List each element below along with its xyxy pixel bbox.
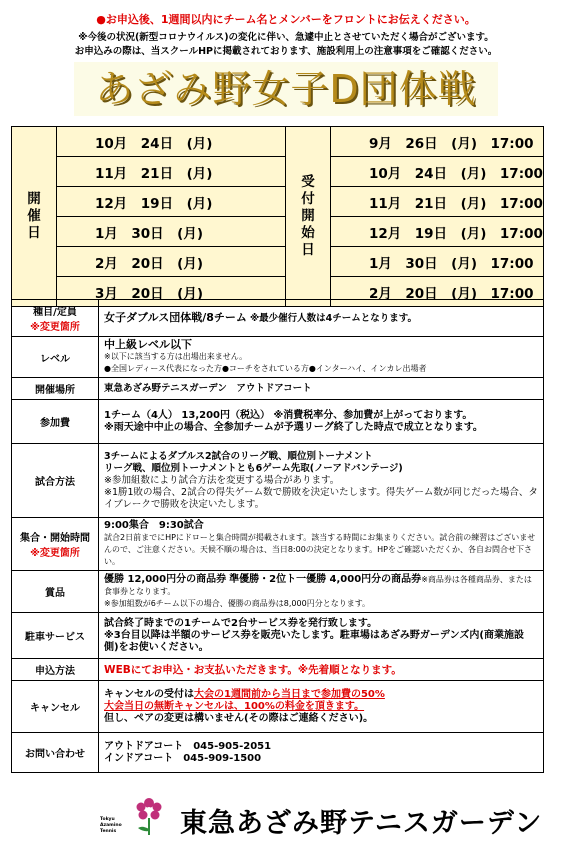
notice-text	[0, 31, 572, 59]
mark-text: Tokyu Azamino Tennis	[100, 817, 122, 834]
fee-value: 1チーム（4人） 13,200円（税込） ※消費税率分、参加費が上がっております。 ※雨天途中中止の場合、全参加チームが予選リーグ終了した時点で成立となります。	[99, 400, 544, 444]
reception-date: 10月 24日 (月) 17:00	[331, 157, 544, 187]
footer-logo	[100, 795, 548, 841]
parking-value: 試合終了時までの1チームで2台サービス券を発行致します。 ※3台目以降は半額のサービス券を販売いたします。駐車場はあざみ野ガーデンズ内(商業施設側)をお使いください。	[99, 613, 544, 659]
level-label: レベル	[12, 337, 99, 378]
schedule-table	[11, 126, 544, 307]
fee-label: 参加費	[12, 400, 99, 444]
format-label: 試合方法	[12, 444, 99, 518]
event-date: 2月 20日 (月)	[57, 247, 286, 277]
parking-label: 駐車サービス	[12, 613, 99, 659]
info-table	[11, 299, 544, 773]
meeting-value: 9:00集合 9:30試合 試合2日前までにHPにドローと集合時間が掲載されます。該当する時間にお集まりください。試合前の練習はございませんので、ご注意ください。天候不順の場合は、当日8:00の決定となります。HPをご確認いただくか、各自お問合せ下さい。	[99, 518, 544, 571]
reception-date: 1月 30日 (月) 17:00	[331, 247, 544, 277]
venue-value: 東急あざみ野テニスガーデン アウトドアコート	[99, 378, 544, 400]
format-value: 3チームによるダブルス2試合のリーグ戦、順位別トーナメント リーグ戦、順位別トーナメントとも6ゲーム先取(ノーアドバンテージ) ※参加組数により試合方法を変更する場合があります。 ※1勝1敗の場合、2試合の得失ゲーム数で勝敗を決定いたします。得失ゲーム数が同じだった場合、タイブレークで勝敗を決定いたします。	[99, 444, 544, 518]
reception-date: 2月 20日 (月) 17:00	[331, 277, 544, 307]
notice-red: ●お申込後、1週間以内にチーム名とメンバーをフロントにお伝えください。	[96, 13, 476, 26]
event-date: 11月 21日 (月)	[57, 157, 286, 187]
contact-label: お問い合わせ	[12, 733, 99, 773]
notice-line-2: お申込みの際は、当スクールHPに掲載されております、施設利用上の注意事項をご確認ください。	[74, 46, 498, 57]
apply-label: 申込方法	[12, 659, 99, 681]
event-date: 1月 30日 (月)	[57, 217, 286, 247]
event-date: 3月 20日 (月)	[57, 277, 286, 307]
event-date-header: 開催日	[12, 127, 57, 307]
reception-date: 11月 21日 (月) 17:00	[331, 187, 544, 217]
notice-line-1: ※今後の状況(新型コロナウイルス)の変化に伴い、急遽中止とさせていただく場合がございます。	[78, 32, 494, 43]
meeting-label: 集合・開始時間 ※変更箇所	[12, 518, 99, 571]
event-date: 10月 24日 (月)	[57, 127, 286, 157]
reception-header: 受付開始日	[286, 127, 331, 307]
level-value: 中上級レベル以下 ※以下に該当する方は出場出来ません。 ●全国レディース代表になった方●コーチをされている方●インターハイ、インカレ出場者	[99, 337, 544, 378]
reception-date: 12月 19日 (月) 17:00	[331, 217, 544, 247]
type-label: 種目/定員 ※変更箇所	[12, 300, 99, 337]
event-date: 12月 19日 (月)	[57, 187, 286, 217]
prize-label: 賞品	[12, 571, 99, 613]
page-title: あざみ野女子D団体戦	[74, 62, 498, 116]
type-value: 女子ダブルス団体戦/8チーム ※最少催行人数は4チームとなります。	[99, 300, 544, 337]
venue-label: 開催場所	[12, 378, 99, 400]
brand-name: 東急あざみ野テニスガーデン	[180, 808, 543, 839]
cancel-value: キャンセルの受付は大会の1週間前から当日まで参加費の50% 大会当日の無断キャンセルは、100%の料金を頂きます。 但し、ペアの変更は構いません(その際はご連絡ください)。	[99, 681, 544, 733]
cancel-label: キャンセル	[12, 681, 99, 733]
apply-value: WEBにてお申込・お支払いただきます。※先着順となります。	[99, 659, 544, 681]
contact-value: アウトドアコート 045-905-2051 インドアコート 045-909-1500	[99, 733, 544, 773]
azamino-flower-logo-icon	[128, 795, 170, 841]
reception-date: 9月 26日 (月) 17:00	[331, 127, 544, 157]
prize-value: 優勝 12,000円分の商品券 準優勝・2位ト一優勝 4,000円分の商品券※商品券は各種商品券、または食事券となります。 ※参加組数が6チーム以下の場合、優勝の商品券は8,000円分となります。	[99, 571, 544, 613]
